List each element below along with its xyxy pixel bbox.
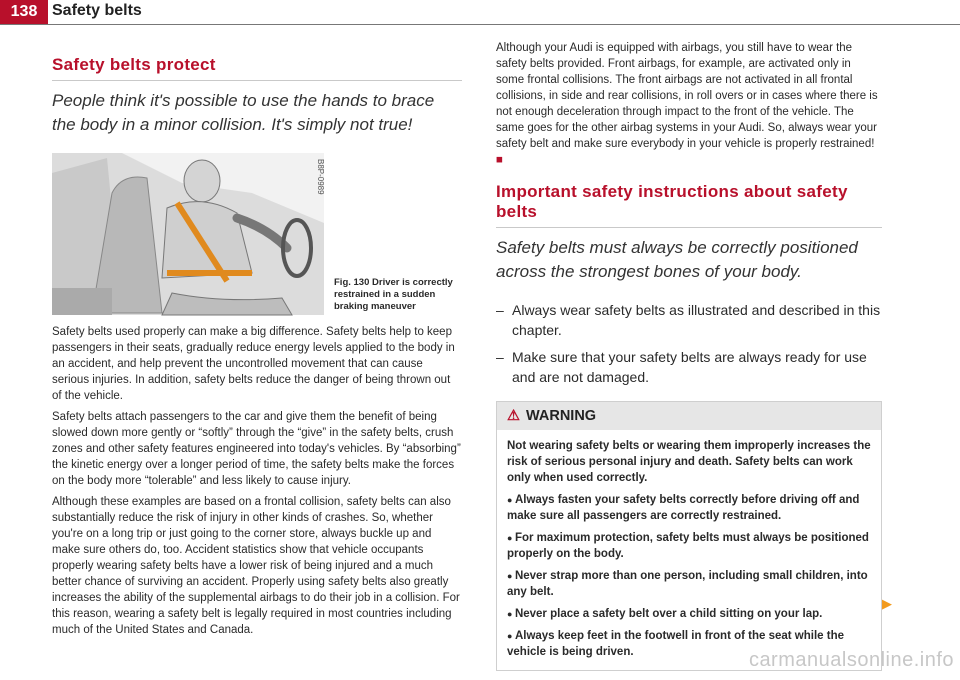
- end-marker-icon: ■: [496, 154, 503, 166]
- warning-bullet: ● Always keep feet in the footwell in front of the seat while the vehicle is being driven.: [507, 628, 871, 660]
- warning-triangle-icon: ⚠: [507, 408, 520, 424]
- figure-code: [308, 157, 325, 217]
- paragraph: Although these examples are based on a frontal collision, safety belts can also substantially reduce the risk of injury in other kinds of crashes. So, whether you're on a long trip or just going to the corner store, always buckle up and make sure others do, too. Accident statistics show that vehicle occupants properly wearing safety belts have a lower risk of being injured and a much better chance of surviving an accident. Properly using safety belts also greatly increases the ability of the supplemental airbags to do their job in a collision. For this reason, wearing a safety belt is legally required in most countries including much of the United States and Canada.: [52, 496, 460, 636]
- paragraph: Safety belts used properly can make a big difference. Safety belts help to keep passengers in their seats, gradually reduce energy levels applied to the body in an accident, and help prevent the uncontrolled movement that can cause serious injuries. In addition, safety belts reduce the danger of being thrown out of the vehicle.: [52, 326, 455, 402]
- list-item: – Always wear safety belts as illustrated and described in this chapter.: [496, 302, 881, 338]
- driver-illustration: [52, 153, 324, 315]
- section-heading-protect: Safety belts protect: [52, 55, 462, 81]
- continue-arrow-icon: ▶: [882, 596, 892, 611]
- warning-box: [496, 401, 882, 671]
- warning-bullet: ● Always fasten your safety belts correctly before driving off and make sure all passengers are correctly restrained.: [507, 492, 871, 524]
- warning-bullet: ● Never place a safety belt over a child sitting on your lap.: [507, 606, 871, 622]
- left-column: [52, 40, 462, 643]
- svg-text:B8P-0989: B8P-0989: [316, 159, 325, 195]
- paragraph: Safety belts attach passengers to the car and give them the benefit of being slowed down more gently or “softly” through the “give” in the safety belts, crush zones and other safety features engineered into today's vehicles. By “absorbing” the kinetic energy over a longer period of time, the safety belts make the forces on the body more “tolerable” and less likely to cause injury.: [52, 411, 461, 487]
- watermark: carmanualsonline.info: [748, 649, 954, 671]
- warning-header: ⚠ WARNING: [497, 402, 881, 430]
- right-column: [496, 40, 882, 671]
- header-rule: [0, 24, 960, 25]
- figure-caption: Fig. 130 Driver is correctly restrained in a sudden braking maneuver: [334, 277, 453, 312]
- section-heading-instructions: Important safety instructions about safety belts: [496, 182, 882, 228]
- warning-bullet: ● Never strap more than one person, including small children, into any belt.: [507, 568, 871, 600]
- lead-text: People think it's possible to use the hands to brace the body in a minor collision. It's simply not true!: [52, 91, 435, 134]
- running-title: Safety belts: [52, 2, 142, 19]
- lead-text-instructions: Safety belts must always be correctly positioned across the strongest bones of your body.: [496, 238, 858, 281]
- car-interior-drawing: [52, 153, 324, 315]
- list-item: – Make sure that your safety belts are always ready for use and are not damaged.: [496, 349, 867, 385]
- figure-row: [52, 153, 462, 315]
- page-number: 138: [0, 0, 48, 24]
- warning-bullet: ● For maximum protection, safety belts must always be positioned properly on the body.: [507, 530, 871, 562]
- instruction-list: [496, 300, 882, 387]
- warning-body: [497, 430, 881, 670]
- intro-paragraph: Although your Audi is equipped with airbags, you still have to wear the safety belts provided. Front airbags, for example, are activated only in some frontal collisions. The front airbags are not activated in all frontal collisions, in side and rear collisions, in roll overs or in cases where there is not enough deceleration through impact to the front of the vehicle. The same goes for the other airbag systems in your Audi. So, always wear your safety belt and make sure everybody in your vehicle is properly restrained! ■: [496, 42, 878, 166]
- warning-intro: Not wearing safety belts or wearing them improperly increases the risk of serious personal injury and death. Safety belts can work only when used correctly.: [507, 440, 871, 484]
